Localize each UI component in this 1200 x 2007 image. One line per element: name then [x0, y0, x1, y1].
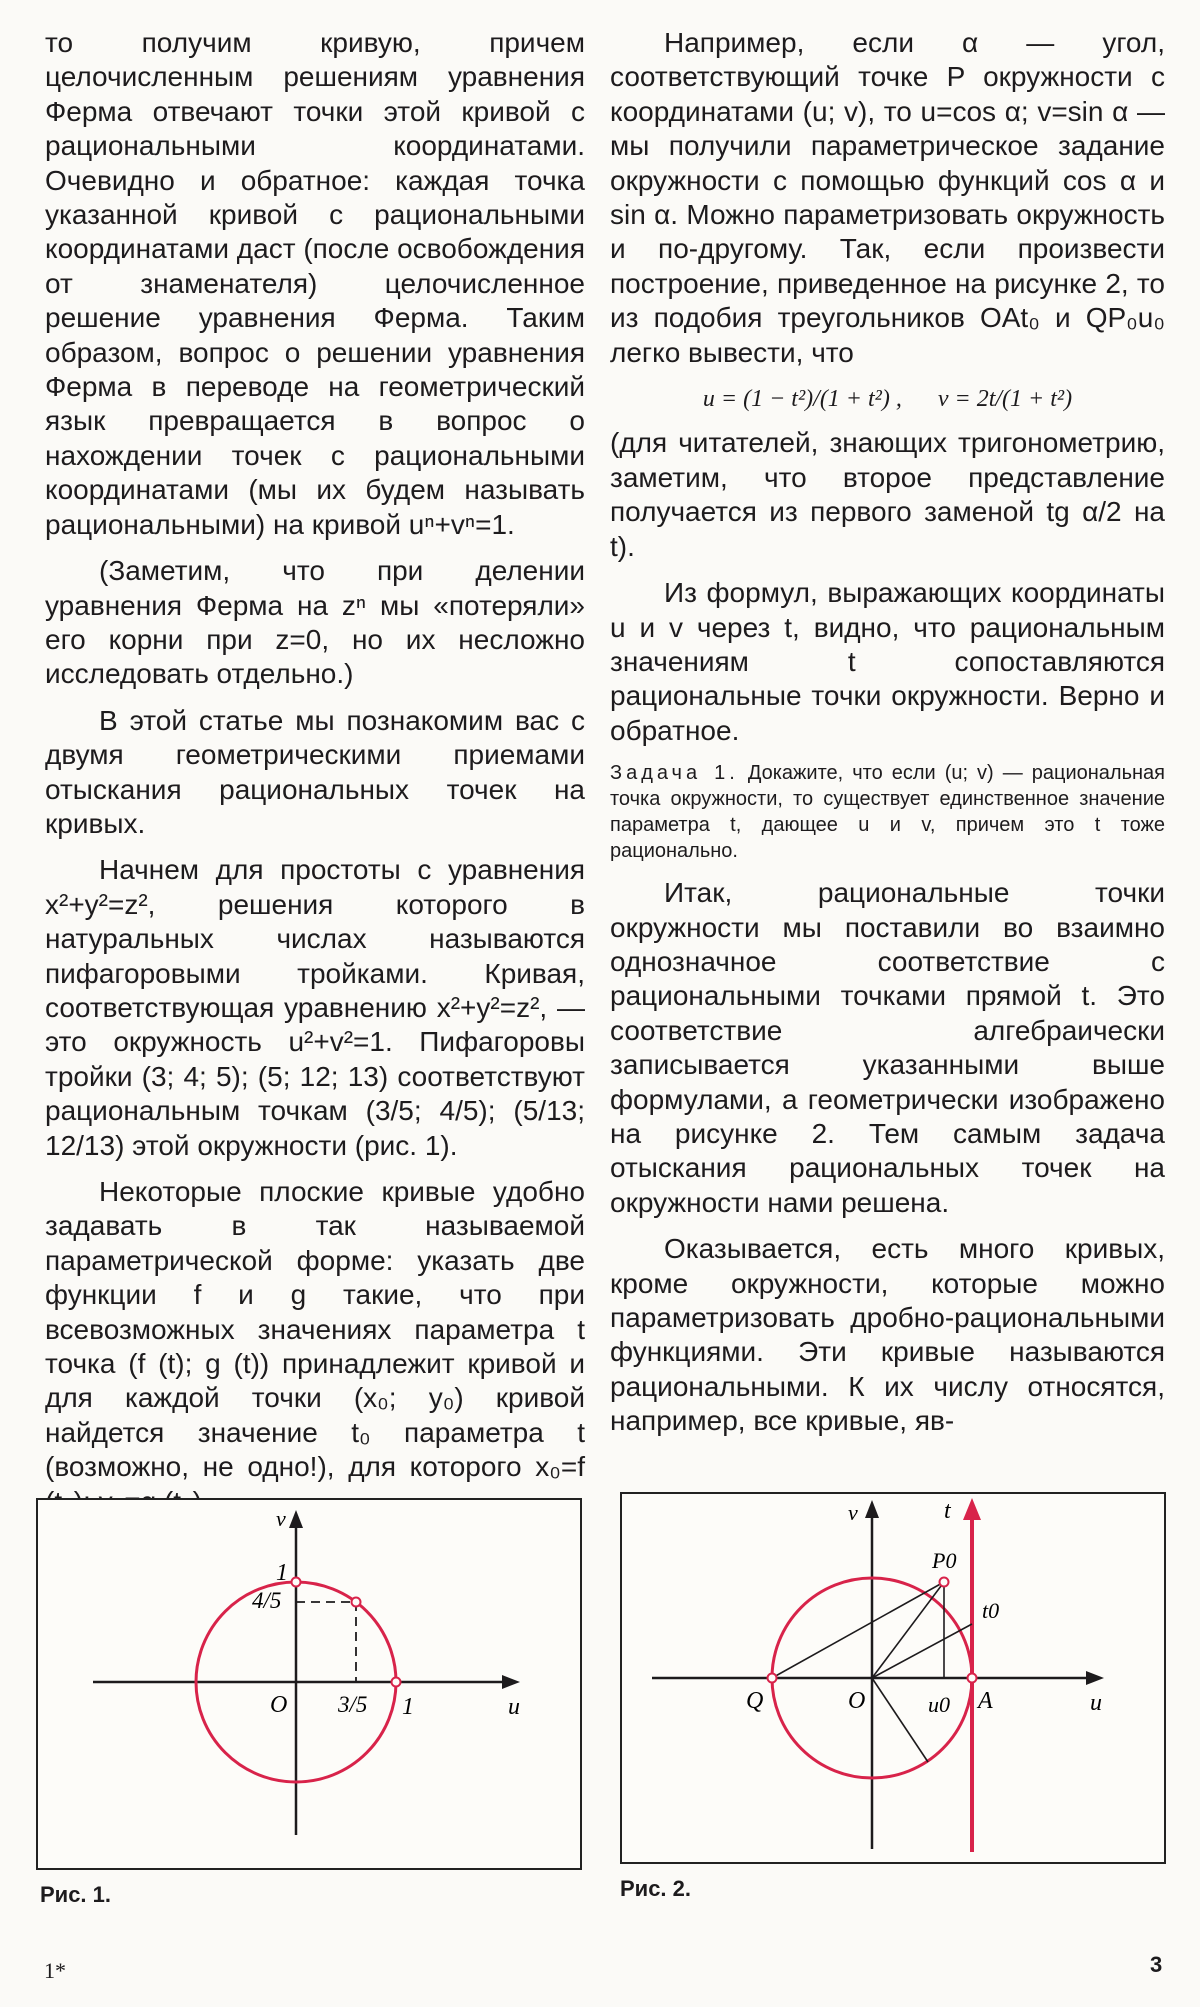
fig2-line-o-t0 — [872, 1624, 972, 1678]
fig1-label-v: v — [276, 1506, 286, 1531]
right-paragraph-2: (для читателей, знающих тригонометрию, заметим, что второе представление получается из первого заменой tg α/2 на t). — [610, 427, 1165, 562]
right-paragraph-3: Из формул, выражающих координаты u и v через t, видно, что рациональным значениям t сопоставляются рациональные точки окружности. Верно и обратное. — [610, 577, 1165, 746]
right-paragraph-4: Итак, рациональные точки окружности мы поставили во взаимно однозначное соответствие с рациональными точками прямой t. Это соответствие алгебраически записывается указанными выше формулами, а геометрически изображено на рисунке 2. Тем самым задача отыскания рациональных точек на окружности нами решена. — [610, 877, 1165, 1218]
left-paragraph-2: (Заметим, что при делении уравнения Ферма на zⁿ мы «потеряли» его корни при z=0, но их несложно исследовать отдельно.) — [45, 555, 585, 690]
fig1-label-35: 3/5 — [338, 1692, 368, 1717]
formula-u: u = (1 − t²)/(1 + t²) , — [702, 386, 902, 413]
left-column — [45, 26, 585, 1531]
fig2-label-q: Q — [746, 1688, 764, 1714]
fig2-t-arrow-icon — [963, 1498, 981, 1520]
fig1-label-45: 4/5 — [252, 1588, 282, 1613]
formula-v: v = 2t/(1 + t²) — [937, 386, 1073, 413]
signature-mark: 1* — [44, 1958, 66, 1983]
fig2-label-t: t — [944, 1498, 951, 1524]
figure-1-svg — [38, 1500, 580, 1868]
right-paragraph-5: Оказывается, есть много кривых, кроме окружности, которые можно параметризовать дробно-рациональными функциями. Эти кривые называются рациональными. К их числу относятся, например, все кривые, яв- — [610, 1233, 1165, 1437]
fig2-point-q — [768, 1674, 777, 1683]
left-paragraph-1: то получим кривую, причем целочисленным решениям уравнения Ферма отвечают точки этой кривой с рациональными координатами. Очевидно и обратное: каждая точка указанной кривой с рациональными координатами даст (после освобождения от знаменателя) целочисленное решение уравнения Ферма. Таким образом, вопрос о решении уравнения Ферма в переводе на геометрический язык превращается в вопрос о нахождении точек с рациональными координатами (мы их будем называть рациональными) на кривой uⁿ+vⁿ=1. — [45, 27, 585, 540]
left-paragraph-4: Начнем для простоты с уравнения x²+y²=z², решения которого в натуральных числах называются пифагоровыми тройками. Кривая, соответствующая уравнению x²+y²=z², — это окружность u²+v²=1. Пифагоровы тройки (3; 4; 5); (5; 12; 13) соответствуют рациональным точкам (3/5; 4/5); (5/13; 12/13) этой окружности (рис. 1). — [45, 854, 585, 1161]
fig2-label-u0: u0 — [928, 1692, 950, 1717]
fig1-label-u: u — [508, 1694, 520, 1720]
left-paragraph-5: Некоторые плоские кривые удобно задавать в так называемой параметрической форме: указать две функции f и g такие, что при всевозможных значениях параметра t точка (f (t); g (t)) принадлежит кривой и для каждой точки (x₀; y₀) кривой найдется значение t₀ параметра t (возможно, не одно!), для которого x₀=f — [45, 1176, 585, 1483]
fig2-label-t0: t0 — [982, 1598, 1000, 1623]
problem-title: Задача 1. — [610, 762, 739, 785]
figure-2-svg — [622, 1494, 1164, 1862]
fig1-label-1-right: 1 — [402, 1694, 414, 1720]
problem-1 — [610, 760, 1165, 864]
fig2-line-q-p0 — [772, 1582, 944, 1678]
fig1-point-right — [392, 1678, 401, 1687]
fig2-label-u: u — [1090, 1690, 1102, 1716]
fig2-line-o-p0 — [872, 1582, 944, 1678]
fig1-label-1-top: 1 — [276, 1560, 288, 1586]
figure-2 — [620, 1492, 1166, 1864]
fig2-v-arrow-icon — [865, 1500, 879, 1518]
right-paragraph-1: Например, если α — угол, соответствующий точке P окружности с координатами (u; v), то u=cos α; v=sin α — мы получили параметрическое задание окружности с помощью функций cos α и sin α. Можно параметризовать окружность и по-другому. Так, если произвести построение, приведенное на рисунке 2, то из подобия треугольников OAt₀ и QP₀u₀ легко вывести, что — [610, 27, 1165, 368]
fig1-u-arrow-icon — [502, 1675, 520, 1689]
fig2-point-a — [968, 1674, 977, 1683]
fig1-point-rational — [352, 1598, 361, 1607]
fig2-label-a: A — [978, 1688, 993, 1714]
figure-1 — [36, 1498, 582, 1870]
left-paragraph-3: В этой статье мы познакомим вас с двумя геометрическими приемами отыскания рациональных точек на кривых. — [45, 704, 585, 839]
fig2-point-p0 — [940, 1578, 949, 1587]
fig1-point-top — [292, 1578, 301, 1587]
figure-2-caption: Рис. 2. — [620, 1876, 692, 1901]
right-column — [610, 26, 1165, 1451]
fig2-u-arrow-icon — [1086, 1671, 1104, 1685]
fig1-label-o: O — [270, 1692, 288, 1718]
fig2-label-p0: P0 — [932, 1548, 957, 1573]
fig1-v-arrow-icon — [289, 1510, 303, 1528]
problem-text: Докажите, что если (u; v) — рациональная точка окружности, то существует единственное значение параметра t, дающее u и v, причем это t тоже рационально. — [610, 762, 1165, 863]
fig2-line-lower — [872, 1678, 928, 1762]
page-number: 3 — [1150, 1952, 1163, 1977]
fig2-label-o: O — [848, 1688, 866, 1714]
parametric-formula — [610, 382, 1165, 416]
fig2-label-v: v — [848, 1500, 858, 1525]
figure-1-caption: Рис. 1. — [40, 1882, 112, 1907]
